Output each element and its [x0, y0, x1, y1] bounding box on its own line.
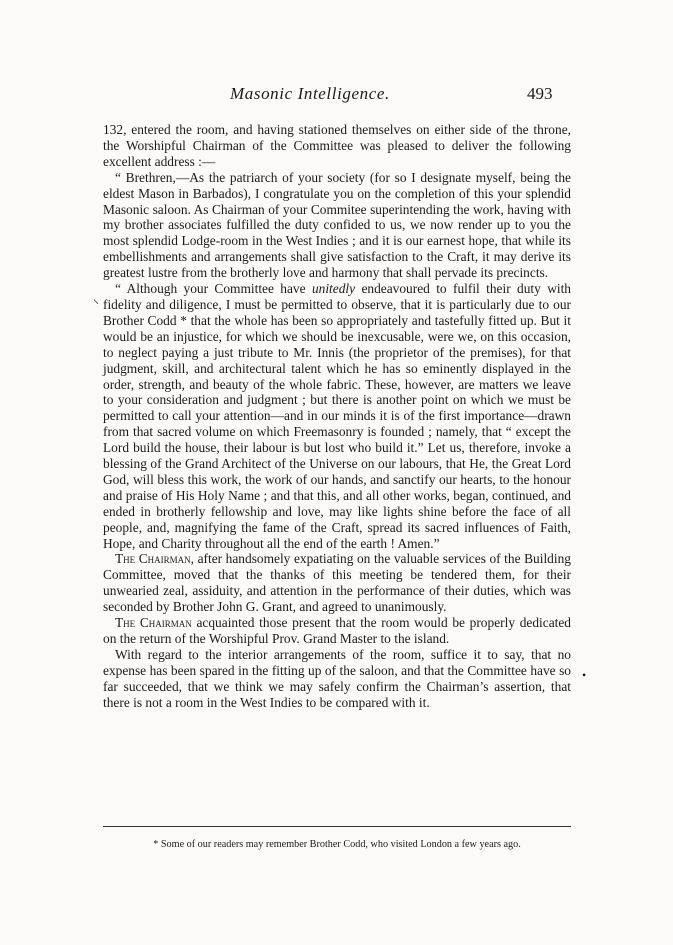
margin-mark-left: ⸌ [93, 297, 100, 311]
paragraph-text: “ Although your Committee have [115, 281, 312, 297]
margin-mark-right: • [582, 668, 587, 682]
paragraph-text: , after handsomely expatiating on the valuable services of the Building Committee, moved that the thanks of this meeting be tendered them, for their unwearied zeal, assiduity, and attention in the performance of their duties, which was seconded by Brother John G. Grant, and agreed to unanimously. [103, 551, 571, 615]
paragraph-address-continued [103, 281, 571, 551]
body-text [103, 122, 571, 711]
speaker-name: The Chairman [115, 551, 191, 567]
speaker-name: The Chairman [115, 615, 192, 631]
paragraph-chairman-dedication [103, 615, 571, 647]
emphasis-unitedly: unitedly [311, 281, 356, 297]
paragraph-text: endeavoured to fulfil their duty with fidelity and diligence, I must be permitted to observe, that it is particularly due to our Brother Codd * that the whole has been so appropriately and tastefully fitted up. But it would be an injustice, for which we should be inexcusable, were we, on this occasion, to neglect paying a just tribute to Mr. Innis (the proprietor of the premises), for that judgment, skill, and architectural talent which he has so eminently displayed in the order, strength, and beauty of the whole fabric. These, however, are matters we leave to your consideration and judgment ; but there is another point on which we must be permitted to call your attention—and in our minds it is of the first importance—drawn from that sacred volume on which Freemasonry is founded ; namely, that “ except the Lord build the house, their labour is but lost who build it.” Let us, therefore, invoke a blessing of the Grand Architect of the Universe on our labours, that He, the Great Lord God, will bless this work, the work of our hands, and sanctify our hearts, to the honour and praise of His Holy Name ; and that this, and all other works, began, continued, and ended in brotherly fellowship and love, may like lights shine before the face of all people, and, magnifying the fame of the Craft, spread its sacred influences of Faith, Hope, and Charity throughout all the end of the earth ! Amen.” [103, 281, 571, 551]
running-title: Masonic Intelligence. [230, 84, 390, 103]
paragraph-chairman-thanks [103, 551, 571, 615]
paragraph-text: acquainted those present that the room would be properly dedicated on the return of the Worshipful Prov. Grand Master to the island. [103, 615, 571, 646]
footnote-rule [103, 826, 571, 827]
page-number: 493 [527, 84, 553, 103]
paragraph-interior-arrangements: With regard to the interior arrangements of the room, suffice it to say, that no expense has been spared in the fitting up of the saloon, and that the Committee have so far succeeded, that we think we may safely confirm the Chairman’s assertion, that there is not a room in the West Indies to be compared with it. [103, 646, 571, 710]
paragraph-continuation: 132, entered the room, and having stationed themselves on either side of the throne, the Worshipful Chairman of the Committee was pleased to deliver the following excellent address :— [103, 122, 571, 169]
paragraph-address-opening: “ Brethren,—As the patriarch of your society (for so I designate myself, being the eldest Mason in Barbados), I congratulate you on the completion of this your splendid Masonic saloon. As Chairman of your Commitee superintending the work, having with my brother associates fulfilled the duty confided to us, we now render up to you the most splendid Lodge-room in the West Indies ; and it is our earnest hope, that while its embellishments and arrangements shall give satisfaction to the Craft, it may derive its greatest lustre from the brotherly love and harmony that shall pervade its precincts. [103, 169, 571, 281]
footnote: * Some of our readers may remember Brother Codd, who visited London a few years ago. [153, 839, 521, 850]
running-head [0, 84, 673, 106]
